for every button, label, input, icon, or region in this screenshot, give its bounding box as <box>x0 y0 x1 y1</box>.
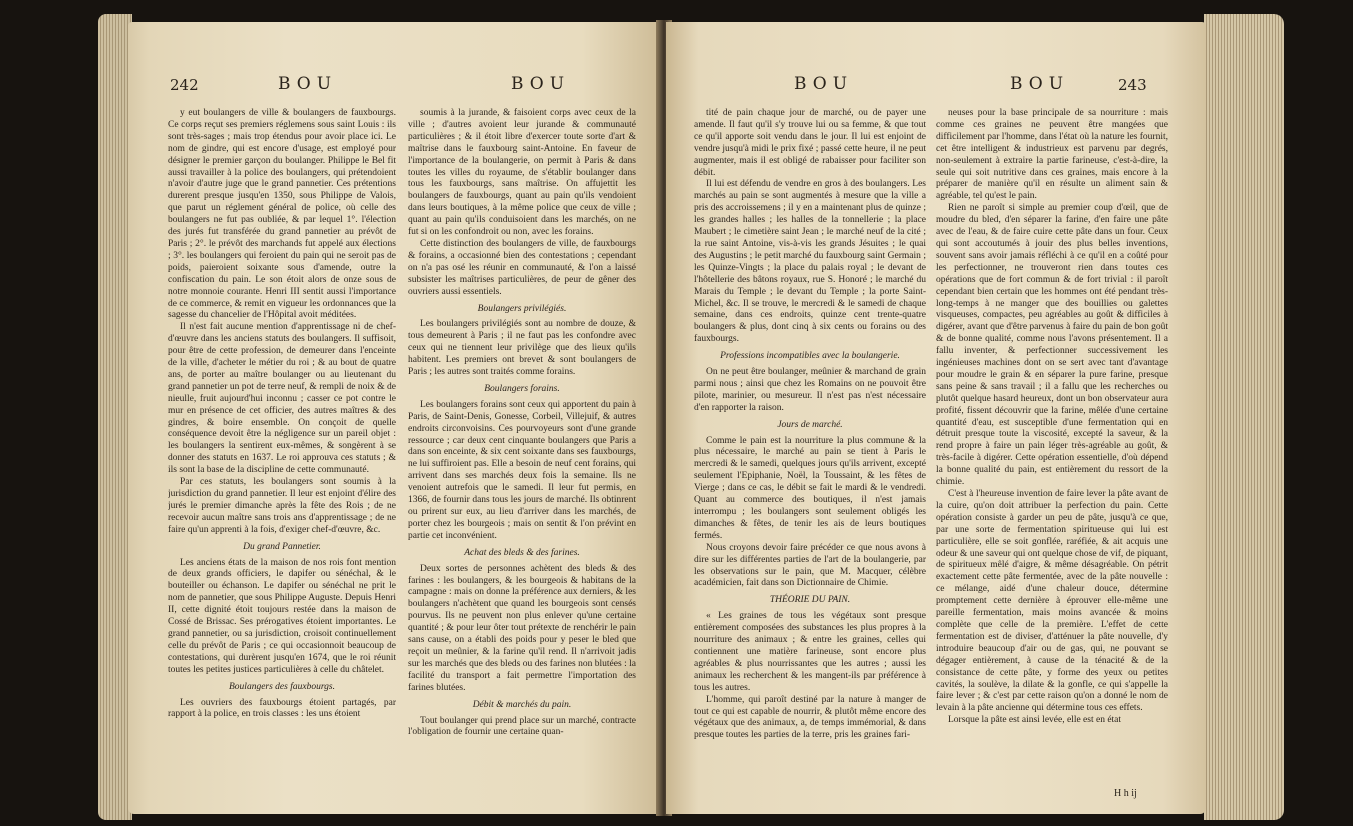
section-heading: Boulangers forains. <box>484 383 560 394</box>
paragraph: Comme le pain est la nourriture la plus commune & la plus nécessaire, le marché au pain se tient à Paris le mercredi & le samedi, quelques jours qu'ils arrivent, excepté seulement l'Epiphanie, Noël, la Toussaint, & les fêtes de Vierge ; dans ce cas, le débit se fait le mardi & le vendredi. Quant au commerce des boutiques, il n'est jamais interrompu ; les boulangers sont seulement obligés les dimanches & fêtes, de tenir les ais de leurs boutiques fermés. <box>694 435 926 541</box>
section-heading: Boulangers privilégiés. <box>477 303 567 314</box>
paragraph: Les ouvriers des fauxbourgs étoient partagés, par rapport à la police, en trois classes : les uns étoient <box>168 697 396 720</box>
running-header: BOU <box>278 74 338 94</box>
signature-mark: H h ij <box>1114 788 1137 799</box>
paragraph: Cette distinction des boulangers de ville, de fauxbourgs & forains, a occasionné bien des contestations ; cependant on n'a pas osé les réunir en communauté, & l'on a laissé subsister les maîtrises particulières, de peur de gêner des ouvriers aussi essentiels. <box>408 238 636 297</box>
text-column <box>168 108 396 798</box>
paragraph: Les boulangers forains sont ceux qui apportent du pain à Paris, de Saint-Denis, Gonesse, Corbeil, Villejuif, & autres endroits circonvoisins. Ces pourvoyeurs sont d'une grande ressource ; car deux cent cinquante boulangers que Paris a dans son enceinte, & six cent soixante dans ses fauxbourgs, ne lui suffiroient pas. Elle a besoin de neuf cent forains, qui arrivent dans ses marchés deux fois la semaine. Ils ne venoient autrefois que le samedi. Il leur fut permis, en 1366, de fournir dans tous les jours de marché. Ils obtinrent ou prirent sur eux, au lieu d'arriver dans les marchés, de porter chez les bourgeois ; mais on sentit & l'on prévint en partie cet inconvénient. <box>408 399 636 541</box>
section-heading: Professions incompatibles avec la boulangerie. <box>720 351 900 362</box>
running-header: BOU <box>1010 74 1070 94</box>
paragraph: neuses pour la base principale de sa nourriture : mais comme ces graines ne peuvent être mangées que difficilement par l'homme, dans l'état où la nature les fournit, cet être intelligent & industrieux est parvenu par degrés, non-seulement à extraire la partie farineuse, c'est-à-dire, la seule qui soit nutritive dans ces graines, mais encore à la préparer de manière qu'il en résulte un aliment sain & agréable, tel qu'est le pain. <box>936 108 1168 202</box>
right-page <box>666 22 1206 814</box>
paragraph: Rien ne paroît si simple au premier coup d'œil, que de moudre du bled, d'en séparer la farine, d'en faire une pâte avec de l'eau, & de faire cuire cette pâte dans un four. Ceux qui sont accoutumés à jouir des plus belles inventions, souvent sans avoir jamais réfléchi à ce qu'il en a coûté pour les perfectionner, ne trouveront rien dans toutes ces opérations que de fort commun & de fort trivial : il paroît cependant bien certain que les hommes ont été pendant très-long-temps à ne manger que des bouillies ou galettes visqueuses, compactes, peu agréables au goût & difficiles à digérer, avant que d'être parvenus à faire du pain de bon goût & de bonne qualité, comme nous l'avons présentement. Il a fallu inventer, & perfectionner successivement les ingénieuses machines dont on se sert avec tant d'avantage pour moudre le grain & en séparer la pure farine, presque sans peine & sans travail ; il a fallu que les recherches ou plutôt quelque hasard heureux, dont un bon observateur aura profité, fissent découvrir que la farine, mêlée d'une certaine quantité d'eau, est susceptible d'une fermentation qui en détruit presque toute la viscosité, excepté la saveur, & la rend propre à faire un pain léger très-agréable au goût, & très-facile à digérer. Cette opération essentielle, d'où dépend la bonne qualité du pain, est entièrement du ressort de la chimie. <box>936 203 1168 488</box>
left-page-edges <box>98 14 132 820</box>
paragraph: Deux sortes de personnes achètent des bleds & des farines : les boulangers, & les bourgeois & habitans de la campagne : mais on donne la préférence aux derniers, & les boulangers n'achètent que quand les bourgeois sont censés pourvus. Ils ne peuvent non plus enlever qu'une certaine quantité ; & pour leur ôter tout prétexte de renchérir le pain sans cause, on a établi des poids pour y peser le bled que reçoit un meûnier, & la farine qu'il rend. Il n'arrivoit jadis sur les marchés que des bleds ou des farines non blutées : la facilité du transport a fait permettre l'importation des farines blutées. <box>408 563 636 693</box>
page-number: 242 <box>170 76 199 94</box>
section-heading: Boulangers des fauxbourgs. <box>229 681 335 692</box>
text-column <box>694 108 926 798</box>
right-page-edges <box>1204 14 1284 820</box>
text-column <box>408 108 636 798</box>
paragraph: Par ces statuts, les boulangers sont soumis à la jurisdiction du grand pannetier. Il leur est enjoint d'élire des jurés le premier dimanche après la fête des Rois ; de ne recevoir aucun maître sans trois ans d'apprentissage ; de ne faire qu'un apprenti à la fois, d'exiger chef-d'œuvre, &c. <box>168 477 396 535</box>
paragraph: On ne peut être boulanger, meûnier & marchand de grain parmi nous ; ainsi que chez les Romains on ne pouvoit être pilote, marinier, ou mesureur. Il n'est pas n'est nécessaire d'en rapporter la raison. <box>694 367 926 413</box>
paragraph: Il lui est défendu de vendre en gros à des boulangers. Les marchés au pain se sont augmentés à mesure que la ville a pris des accroissemens ; il y en a maintenant plus de quinze ; les grandes halles ; les halles de la tonnellerie ; la place Maubert ; le cimetière saint Jean ; le marché neuf de la cité ; la rue saint Antoine, vis-à-vis les grands Jésuites ; le quai des Augustins ; le petit marché du fauxbourg saint Germain ; les Quinze-Vingts ; la place du palais royal ; le devant de l'hôtellerie des bâtons royaux, rue S. Honoré ; le marché du Marais du Temple ; le devant du Temple ; la porte Saint-Michel, &c. Il se trouve, le mercredi & le samedi de chaque semaine, dans ces endroits, quinze cent trente-quatre boulangers & plus, dont cinq à six cents ou forains ou des fauxbourgs. <box>694 179 926 345</box>
paragraph: C'est à l'heureuse invention de faire lever la pâte avant de la cuire, qu'on doit attribuer la perfection du pain. Cette opération consiste à garder un peu de pâte, jusqu'à ce que, par une sorte de fermentation spiritueuse qui lui est particulière, elle se soit gonflée, raréfiée, & ait acquis une odeur & une saveur qui ont quelque chose de vif, de piquant, de spiritueux mêlé d'aigre, & même désagréable. On pétrit exactement cette pâte fermentée, avec de la pâte nouvelle : ce mélange, aidé d'une chaleur douce, détermine promptement cette dernière à éprouver elle-même une pareille fermentation, mais moins avancée & moins complète que celle de la première. L'effet de cette fermentation est de diviser, d'atténuer la pâte nouvelle, d'y introduire beaucoup d'air ou de gas, qui, ne pouvant se dégager entièrement, à cause de la ténacité & de la consistance de cette pâte, y forme des yeux ou petites cavités, la soulève, la dilate & la gonfle, ce qui s'appelle la faire lever ; & c'est par cette raison qu'on a donné le nom de levain à la pâte ancienne qui détermine tous ces effets. <box>936 489 1168 714</box>
paragraph: tité de pain chaque jour de marché, ou de payer une amende. Il faut qu'il s'y trouve lui ou sa femme, & que tout ce qu'il apporte soit vendu dans le jour. Il lui est enjoint de vendre jusqu'à midi le prix fixé ; passé cette heure, il ne peut augmenter, mais il est obligé de rabaisser pour faciliter son débit. <box>694 108 926 178</box>
paragraph: Les boulangers privilégiés sont au nombre de douze, & tous demeurent à Paris ; il ne faut pas les confondre avec ceux qui ne tiennent leur privilège que des lieux qu'ils habitent. Les premiers ont brevet & sont boulangers de Paris ; les autres sont traités comme forains. <box>408 319 636 378</box>
section-heading: Achat des bleds & des farines. <box>464 547 580 558</box>
paragraph: Nous croyons devoir faire précéder ce que nous avons à dire sur les différentes parties de l'art de la boulangerie, par les observations sur le pain, que M. Macquer, célèbre académicien, fait dans son Dictionnaire de Chimie. <box>694 542 926 589</box>
page-number: 243 <box>1118 76 1147 94</box>
section-heading: THÉORIE DU PAIN. <box>769 595 851 606</box>
text-column <box>936 108 1168 798</box>
paragraph: Tout boulanger qui prend place sur un marché, contracte l'obligation de fournir une certaine quan- <box>408 715 636 738</box>
paragraph: y eut boulangers de ville & boulangers de fauxbourgs. Ce corps reçut ses premiers réglemens sous saint Louis : ils sont très-sages ; mais trop étendus pour avoir place ici. Le nom de gindre, qui est encore d'usage, est employé pour désigner le premier garçon du boulanger. Philippe le Bel fit aussi travailler à la police des boulangers, qui prétendoient n'avoir d'autre juge que le grand pannetier. Ces prétentions durerent presque jusqu'en 1350, sous Philippe de Valois, que parut un réglement général de police, où celle des boulangers ne fut pas oubliée, & par lequel 1°. l'élection des jurés fut transférée du grand pannetier au prévôt de Paris ; 2°. le prévôt des marchands fut appelé aux élections ; 3°. les boulangers qui feroient du pain qui ne seroit pas de poids, paieroient soixante sous d'amende, outre la confiscation du pain. Le son étoit alors de onze sous de notre monnoie courante. Henri III sentit aussi l'importance de ce commerce, & remit en vigueur les ordonnances que la sagesse du chancelier de l'Hôpital avoit méditées. <box>168 108 396 321</box>
paragraph: Il n'est fait aucune mention d'apprentissage ni de chef-d'œuvre dans les anciens statuts des boulangers. Il suffisoit, pour être de cette profession, de demeurer dans l'enceinte de la ville, d'acheter le métier du roi ; & au bout de quatre ans, de porter au maître boulanger ou au lieutenant du grand pannetier un pot de terre neuf, & rempli de noix & de nieulle, fruit aujourd'hui inconnu ; casser ce pot contre le mur en présence de cet officier, des autres maîtres & des gindres, & boire ensemble. On conçoit de quelle conséquence devoit être la négligence sur un pareil objet : les boulangers la sentirent eux-mêmes, & songèrent à se donner des statuts en 1637. Le roi approuva ces statuts ; & ils sont la base de la discipline de cette communauté. <box>168 322 396 476</box>
paragraph: L'homme, qui paroît destiné par la nature à manger de tout ce qui est capable de nourrir, & plutôt même encore des végétaux que des animaux, a, de temps immémorial, & dans presque toutes les parties de la terre, pris les graines fari- <box>694 694 926 741</box>
paragraph: soumis à la jurande, & faisoient corps avec ceux de la ville ; d'autres avoient leur jurande & communauté particulières ; & il étoit libre d'exercer toute sorte d'art & maîtrise dans le fauxbourg saint-Antoine. En faveur de l'importance de la boulangerie, on permit à Paris & dans toutes les villes du royaume, de s'établir boulanger dans tous les fauxbourgs, sans maîtrise. On affujettit les boulangers de fauxbourgs, quant au pain qu'ils vendoient dans leurs boutiques, à la même police que ceux de ville ; quant au pain qu'ils conduisoient dans les marchés, on ne fut si on les confondroit ou non, avec les forains. <box>408 108 636 238</box>
left-page <box>128 22 662 814</box>
section-heading: Du grand Pannetier. <box>243 541 321 552</box>
running-header: BOU <box>794 74 854 94</box>
paragraph: Les anciens états de la maison de nos rois font mention de deux grands officiers, le dapifer ou sénéchal, & le bouteiller ou échanson. Le dapifer ou sénéchal ne prit le nom de pannetier, que sous Philippe Auguste. Depuis Henri II, cette dignité étoit toujours restée dans la maison de Cossé de Brissac. Ses prérogatives étoient importantes. Le grand pannetier, ou sa jurisdiction, croisoit continuellement celle du prévôt de Paris ; ce qui occasionnoit beaucoup de contestations, qui durèrent jusqu'en 1674, que le roi réunit toutes les petites justices particulières à celle du châtelet. <box>168 557 396 675</box>
section-heading: Débit & marchés du pain. <box>472 699 572 710</box>
paragraph: Lorsque la pâte est ainsi levée, elle est en état <box>948 715 1122 726</box>
paragraph: « Les graines de tous les végétaux sont presque entièrement composées des substances les plus propres à la nourriture des animaux ; & entre les graines, celles qui contiennent une matière farineuse, sont encore plus agréables & plus nourrissantes que les autres ; aussi les animaux les recherchent & les mangent-ils par préférence à tous les autres. <box>694 611 926 693</box>
running-header: BOU <box>511 74 571 94</box>
section-heading: Jours de marché. <box>777 419 843 430</box>
